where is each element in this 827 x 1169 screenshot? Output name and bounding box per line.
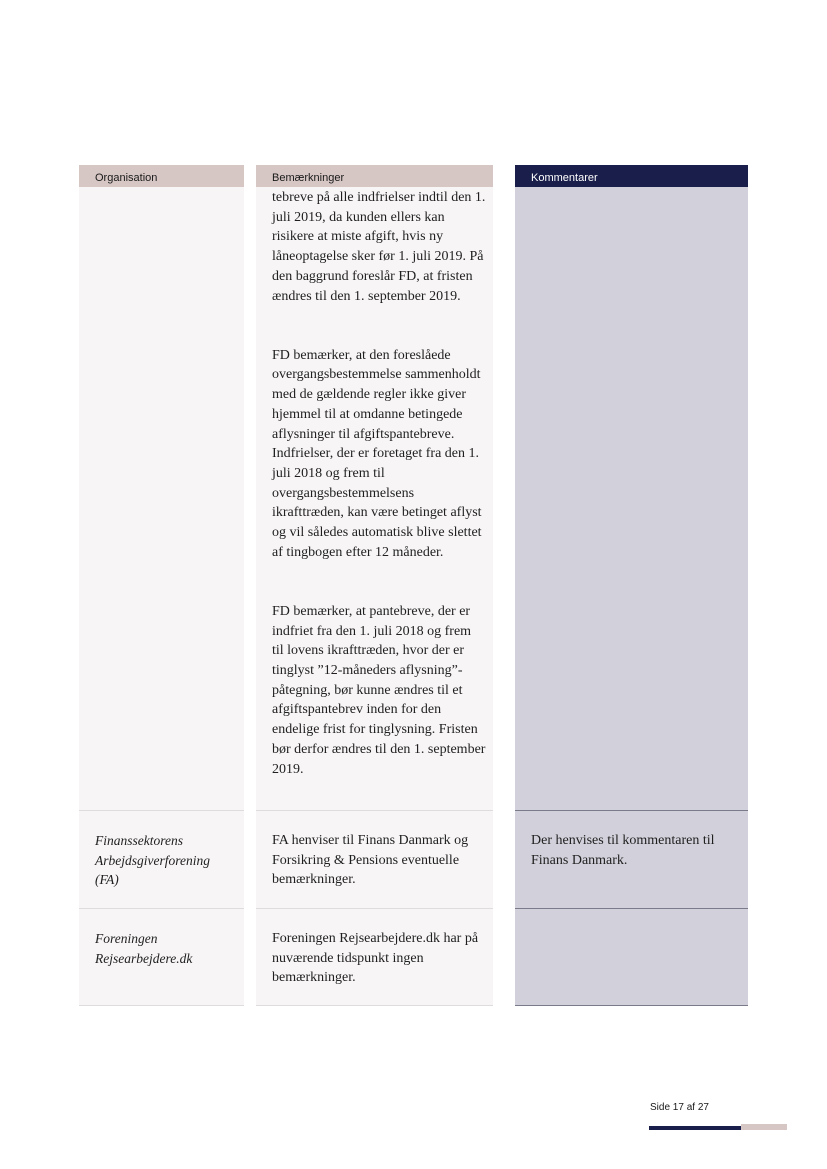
continued-remarks-cell	[272, 188, 486, 779]
table-row-organisation: Finanssektorens Arbejdsgiverforening (FA)	[95, 833, 210, 888]
comments-column-background	[515, 187, 748, 1006]
remarks-paragraph: FD bemærker, at den foreslåede overgangsbestemmelse sammenholdt med de gældende regler ikke giver hjemmel til at omdanne betingede aflysninger til afgiftspantebreve. Indfrielser, der er foretaget fra den 1. juli 2018 og frem til overgangsbestemmelsens ikrafttræden, kan være betinget aflyst og vil således automatisk blive slettet af tingbogen efter 12 måneder.	[272, 347, 482, 560]
table-bottom-border	[79, 1005, 244, 1006]
row-divider	[515, 810, 748, 811]
row-divider	[515, 908, 748, 909]
table-bottom-border	[515, 1005, 748, 1006]
table-row-organisation: Foreningen Rejsearbejdere.dk	[95, 931, 193, 966]
row-divider	[79, 810, 244, 811]
header-comments: Kommentarer	[515, 165, 748, 187]
table-row-remarks: Foreningen Rejsearbejdere.dk har på nuværende tidspunkt ingen bemærkninger.	[272, 931, 479, 986]
footer-decoration-bar	[695, 1126, 741, 1130]
header-remarks: Bemærkninger	[256, 165, 493, 187]
row-divider	[256, 810, 493, 811]
row-divider	[256, 908, 493, 909]
footer-decoration-bar	[649, 1126, 695, 1130]
table-row-comments: Der henvises til kommentaren til Finans Danmark.	[531, 833, 715, 868]
table-bottom-border	[256, 1005, 493, 1006]
page-number: Side 17 af 27	[650, 1102, 709, 1113]
remarks-paragraph: tebreve på alle indfrielser indtil den 1. juli 2019, da kunden ellers kan risikere at miste afgift, hvis ny låneoptagelse sker før 1. juli 2019. På den baggrund foreslår FD, at fristen ændres til den 1. september 2019.	[272, 190, 486, 304]
table-row-remarks: FA henviser til Finans Danmark og Forsikring & Pensions eventuelle bemærkninger.	[272, 833, 469, 888]
header-organisation: Organisation	[79, 165, 244, 187]
remarks-paragraph: FD bemærker, at pantebreve, der er indfriet fra den 1. juli 2018 og frem til lovens ikrafttræden, hvor der er tinglyst ”12-måneders aflysning”-påtegning, bør kunne ændres til et afgiftspantebrev inden for den endelige frist for tinglysning. Fristen bør derfor ændres til den 1. september 2019.	[272, 603, 486, 777]
footer-decoration-bar	[741, 1124, 787, 1130]
row-divider	[79, 908, 244, 909]
